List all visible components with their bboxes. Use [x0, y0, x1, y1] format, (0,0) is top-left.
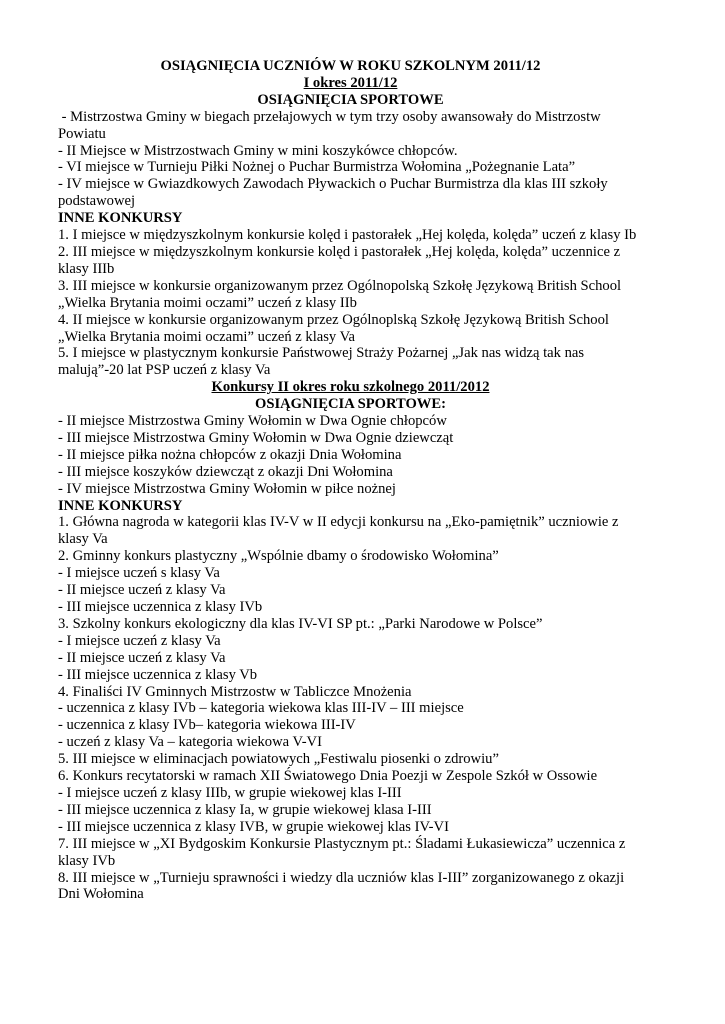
list-item: - uczennica z klasy IVb – kategoria wiekowa klas III-IV – III miejsce: [58, 700, 464, 717]
list-item: - IV miejsce Mistrzostwa Gminy Wołomin w piłce nożnej: [58, 480, 396, 497]
list-item: - I miejsce uczeń z klasy IIIb, w grupie wiekowej klas I-III: [58, 784, 402, 801]
document-title: OSIĄGNIĘCIA UCZNIÓW W ROKU SZKOLNYM 2011/12: [160, 58, 541, 74]
list-item: - II miejsce Mistrzostwa Gminy Wołomin w Dwa Ognie chłopców: [58, 413, 447, 430]
other-contests-list: [58, 514, 643, 903]
list-item: 7. III miejsce w „XI Bydgoskim Konkursie Plastycznym pt.: Śladami Łukasiewicza” uczennica z klasy IVb: [58, 835, 626, 869]
list-item: - uczeń z klasy Va – kategoria wiekowa V-VI: [58, 734, 322, 751]
list-item: 3. III miejsce w konkursie organizowanym przez Ogólnopolską Szkołę Językową British School „Wielka Brytania moimi oczami” uczeń z klasy IIb: [58, 277, 622, 311]
other-contests-heading: INNE KONKURSY: [58, 497, 183, 514]
list-item: - II miejsce uczeń z klasy Va: [58, 649, 226, 666]
list-item: 3. Szkolny konkurs ekologiczny dla klas IV-VI SP pt.: „Parki Narodowe w Polsce”: [58, 615, 543, 632]
list-item: - I miejsce uczeń z klasy Va: [58, 632, 221, 649]
sports-list: [58, 413, 643, 498]
list-item: 2. III miejsce w międzyszkolnym konkursie kolęd i pastorałek „Hej kolęda, kolęda” uczennice z klasy IIIb: [58, 243, 621, 277]
list-item: 5. III miejsce w eliminacjach powiatowych „Festiwalu piosenki o zdrowiu”: [58, 751, 499, 768]
list-item: - uczennica z klasy IVb– kategoria wiekowa III-IV: [58, 717, 356, 734]
list-item: 1. I miejsce w międzyszkolnym konkursie kolęd i pastorałek „Hej kolęda, kolęda” uczeń z klasy Ib: [58, 227, 637, 244]
list-item: 1. Główna nagroda w kategorii klas IV-V w II edycji konkursu na „Eko-pamiętnik” uczniowie z klasy Va: [58, 514, 619, 548]
list-item: - Mistrzostwa Gminy w biegach przełajowych w tym trzy osoby awansowały do Mistrzostw Powiatu: [58, 108, 605, 142]
list-item: 5. I miejsce w plastycznym konkursie Państwowej Straży Pożarnej „Jak nas widzą tak nas malują”-20 lat PSP uczeń z klasy Va: [58, 345, 585, 379]
other-contests-heading: INNE KONKURSY: [58, 210, 183, 227]
document-page: [58, 58, 643, 903]
list-item: - III miejsce koszyków dziewcząt z okazji Dni Wołomina: [58, 463, 393, 480]
sports-heading: OSIĄGNIĘCIA SPORTOWE: [257, 91, 444, 108]
list-item: - II Miejsce w Mistrzostwach Gminy w mini koszykówce chłopców.: [58, 142, 458, 159]
list-item: 2. Gminny konkurs plastyczny „Wspólnie dbamy o środowisko Wołomina”: [58, 548, 499, 565]
other-contests-list: [58, 227, 643, 379]
list-item: 8. III miejsce w „Turnieju sprawności i wiedzy dla uczniów klas I-III” zorganizowanego z okazji Dni Wołomina: [58, 869, 625, 903]
list-item: 4. Finaliści IV Gminnych Mistrzostw w Tabliczce Mnożenia: [58, 683, 412, 700]
list-item: - III miejsce uczennica z klasy IVB, w grupie wiekowej klas IV-VI: [58, 818, 449, 835]
period-heading: Konkursy II okres roku szkolnego 2011/2012: [211, 379, 490, 396]
list-item: - I miejsce uczeń s klasy Va: [58, 565, 220, 582]
sports-heading: OSIĄGNIĘCIA SPORTOWE:: [254, 396, 446, 413]
list-item: - III miejsce uczennica z klasy IVb: [58, 599, 263, 615]
list-item: - IV miejsce w Gwiazdkowych Zawodach Pływackich o Puchar Burmistrza dla klas III szkoły podstawowej: [58, 176, 608, 210]
list-item: - VI miejsce w Turnieju Piłki Nożnej o Puchar Burmistrza Wołomina „Pożegnanie Lata”: [58, 159, 576, 176]
list-item: - III miejsce uczennica z klasy Ia, w grupie wiekowej klasa I-III: [58, 801, 432, 818]
list-item: - II miejsce uczeń z klasy Va: [58, 582, 226, 599]
list-item: 6. Konkurs recytatorski w ramach XII Światowego Dnia Poezji w Zespole Szkół w Ossowie: [58, 768, 598, 785]
list-item: - III miejsce Mistrzostwa Gminy Wołomin w Dwa Ognie dziewcząt: [58, 429, 454, 446]
list-item: - II miejsce piłka nożna chłopców z okazji Dnia Wołomina: [58, 446, 402, 463]
period-heading: I okres 2011/12: [303, 74, 398, 91]
sports-list: [58, 109, 643, 210]
list-item: - III miejsce uczennica z klasy Vb: [58, 666, 258, 683]
list-item: 4. II miejsce w konkursie organizowanym przez Ogólnoplską Szkołę Językową British School „Wielka Brytania moimi oczami” uczeń z klasy Va: [58, 311, 609, 345]
